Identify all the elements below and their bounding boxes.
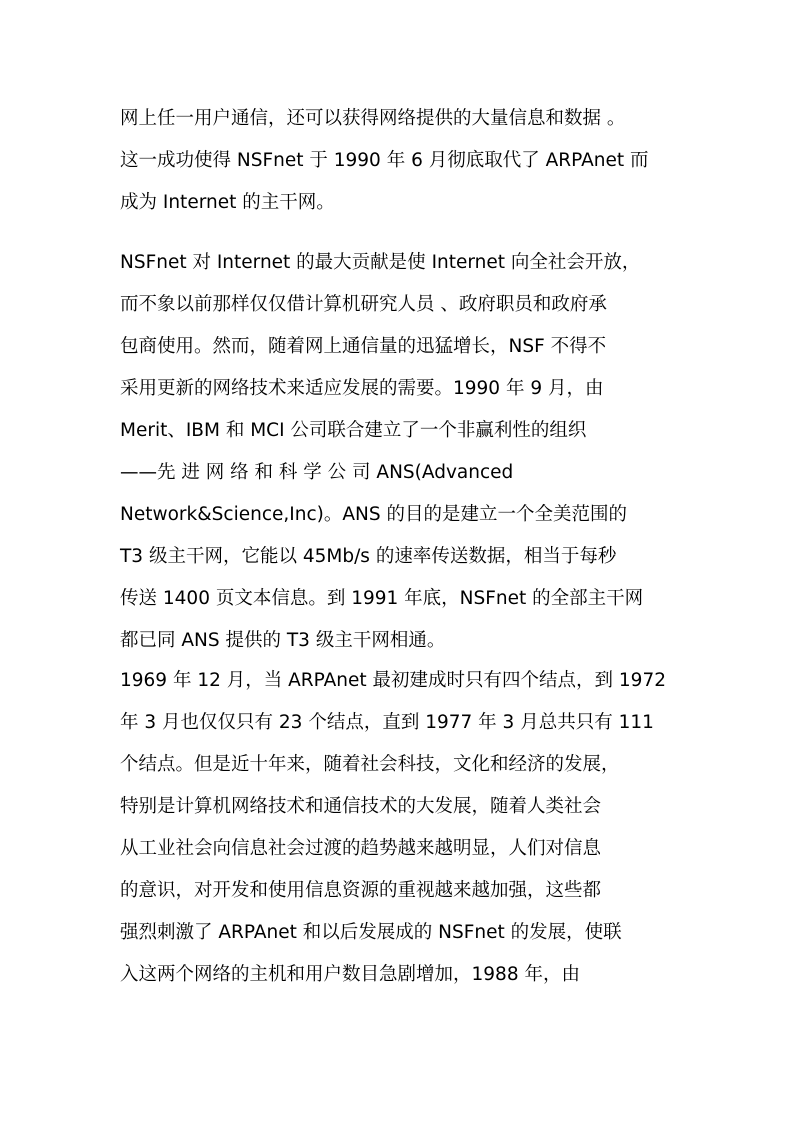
- text-line: 特别是计算机网络技术和通信技术的大发展，随着人类社会: [120, 796, 602, 817]
- text-line: 传送 1400 页文本信息。到 1991 年底，NSFnet 的全部主干网: [120, 588, 644, 609]
- text-line: Network&Science,Inc)。ANS 的目的是建立一个全美范围的: [120, 504, 627, 525]
- text-line: 的意识，对开发和使用信息资源的重视越来越加强，这些都: [120, 880, 602, 901]
- paragraph-2: [120, 242, 676, 662]
- text-line: 网上任一用户通信，还可以获得网络提供的大量信息和数据 。: [120, 108, 626, 129]
- text-line: 而不象以前那样仅仅借计算机研究人员 、政府职员和政府承: [120, 294, 607, 315]
- text-line: NSFnet 对 Internet 的最大贡献是使 Internet 向全社会开放，: [120, 252, 641, 273]
- paragraph-3: [120, 660, 676, 996]
- text-line: 包商使用。然而，随着网上通信量的迅猛增长，NSF 不得不: [120, 336, 607, 357]
- text-line: 强烈刺激了 ARPAnet 和以后发展成的 NSFnet 的发展，使联: [120, 922, 622, 943]
- text-line: 都已同 ANS 提供的 T3 级主干网相通。: [120, 630, 446, 651]
- text-line: Merit、IBM 和 MCI 公司联合建立了一个非赢利性的组织: [120, 420, 587, 441]
- text-line: T3 级主干网，它能以 45Mb/s 的速率传送数据，相当于每秒: [120, 546, 617, 567]
- text-line: 入这两个网络的主机和用户数目急剧增加，1988 年，由: [120, 964, 580, 985]
- text-line: 这一成功使得 NSFnet 于 1990 年 6 月彻底取代了 ARPAnet 而: [120, 150, 649, 171]
- text-line: 个结点。但是近十年来，随着社会科技，文化和经济的发展，: [120, 754, 620, 775]
- text-line: 年 3 月也仅仅只有 23 个结点，直到 1977 年 3 月总共只有 111: [120, 712, 654, 733]
- text-line: ——先 进 网 络 和 科 学 公 司 ANS(Advanced: [120, 462, 514, 483]
- paragraph-1: [120, 98, 676, 224]
- text-line: 1969 年 12 月，当 ARPAnet 最初建成时只有四个结点，到 1972: [120, 670, 666, 691]
- text-line: 采用更新的网络技术来适应发展的需要。1990 年 9 月，由: [120, 378, 604, 399]
- text-line: 成为 Internet 的主干网。: [120, 192, 335, 213]
- text-line: 从工业社会向信息社会过渡的趋势越来越明显，人们对信息: [120, 838, 602, 859]
